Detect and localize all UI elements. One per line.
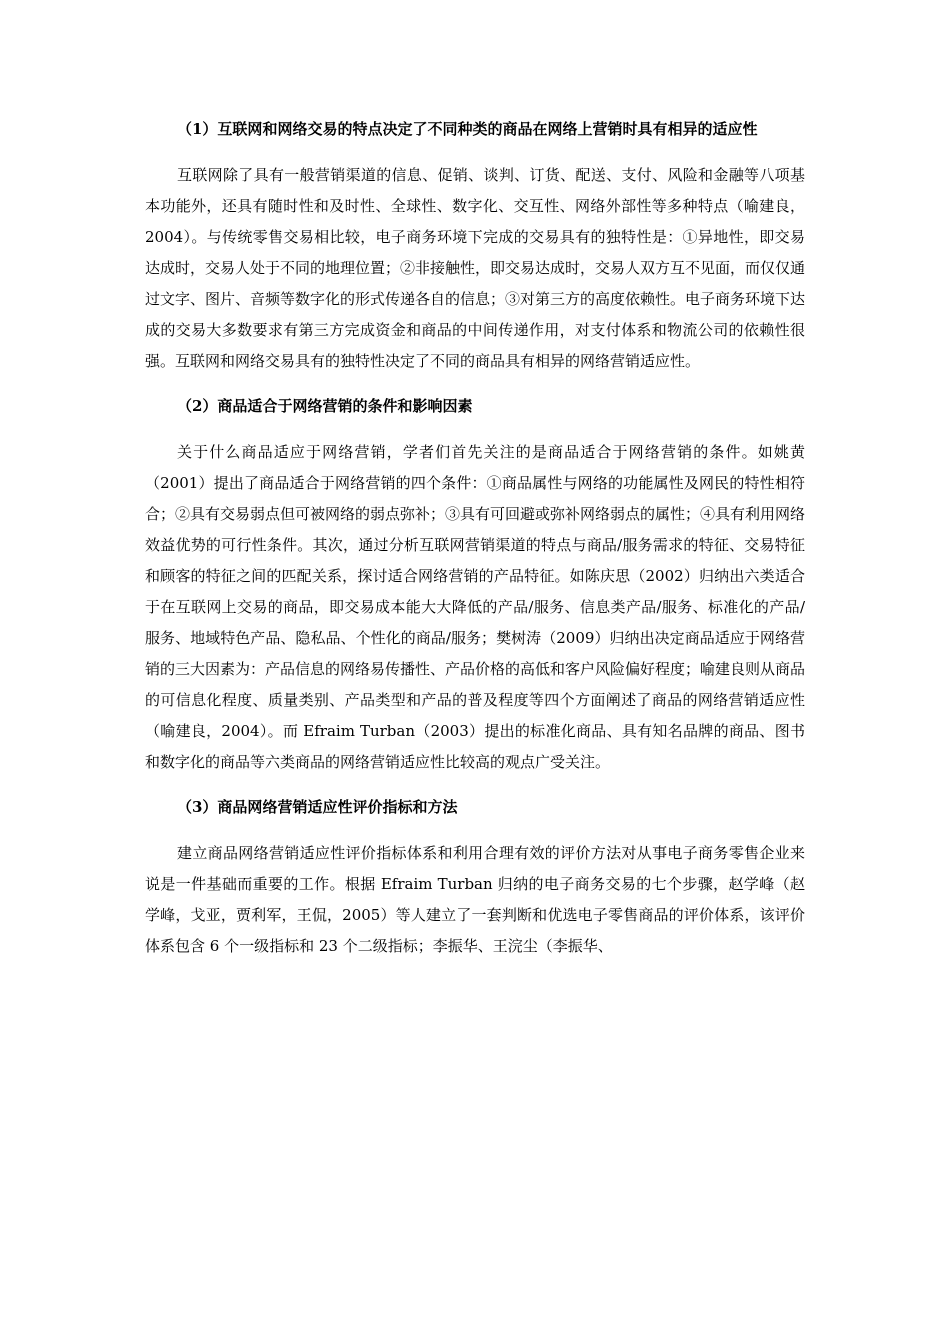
section-2-paragraph: 关于什么商品适应于网络营销，学者们首先关注的是商品适合于网络营销的条件。如姚黄（2001）提出了商品适合于网络营销的四个条件：①商品属性与网络的功能属性及网民的特性相符合；②具有交易弱点但可被网络的弱点弥补；③具有可回避或弥补网络弱点的属性；④具有利用网络效益优势的可行性条件。其次，通过分析互联网营销渠道的特点与商品/服务需求的特征、交易特征和顾客的特征之间的匹配关系，探讨适合网络营销的产品特征。如陈庆思（2002）归纳出六类适合于在互联网上交易的商品，即交易成本能大大降低的产品/服务、信息类产品/服务、标准化的产品/服务、地域特色产品、隐私品、个性化的商品/服务；樊树涛（2009）归纳出决定商品适应于网络营销的三大因素为：产品信息的网络易传播性、产品价格的高低和客户风险偏好程度；喻建良则从商品的可信息化程度、质量类别、产品类型和产品的普及程度等四个方面阐述了商品的网络营销适应性（喻建良，2004）。而 Efraim Turban（2003）提出的标准化商品、具有知名品牌的商品、图书和数字化的商品等六类商品的网络营销适应性比较高的观点广受关注。 [145, 443, 806, 771]
document-page [145, 112, 805, 962]
section-3-paragraph: 建立商品网络营销适应性评价指标体系和利用合理有效的评价方法对从事电子商务零售企业来说是一件基础而重要的工作。根据 Efraim Turban 归纳的电子商务交易的七个步骤，赵学峰（赵学峰，戈亚，贾利军，王侃，2005）等人建立了一套判断和优选电子零售商品的评价体系，该评价体系包含 6 个一级指标和 23 个二级指标；李振华、王浣尘（李振华、 [145, 844, 805, 955]
section-3-heading: （3）商品网络营销适应性评价指标和方法 [177, 798, 458, 816]
section-2-heading: （2）商品适合于网络营销的条件和影响因素 [177, 397, 473, 415]
section-1-heading: （1）互联网和网络交易的特点决定了不同种类的商品在网络上营销时具有相异的适应性 [177, 120, 758, 138]
section-1-paragraph: 互联网除了具有一般营销渠道的信息、促销、谈判、订货、配送、支付、风险和金融等八项基本功能外，还具有随时性和及时性、全球性、数字化、交互性、网络外部性等多种特点（喻建良，2004）。与传统零售交易相比较，电子商务环境下完成的交易具有的独特性是：①异地性，即交易达成时，交易人处于不同的地理位置；②非接触性，即交易达成时，交易人双方互不见面，而仅仅通过文字、图片、音频等数字化的形式传递各自的信息；③对第三方的高度依赖性。电子商务环境下达成的交易大多数要求有第三方完成资金和商品的中间传递作用，对支付体系和物流公司的依赖性很强。互联网和网络交易具有的独特性决定了不同的商品具有相异的网络营销适应性。 [145, 166, 806, 370]
